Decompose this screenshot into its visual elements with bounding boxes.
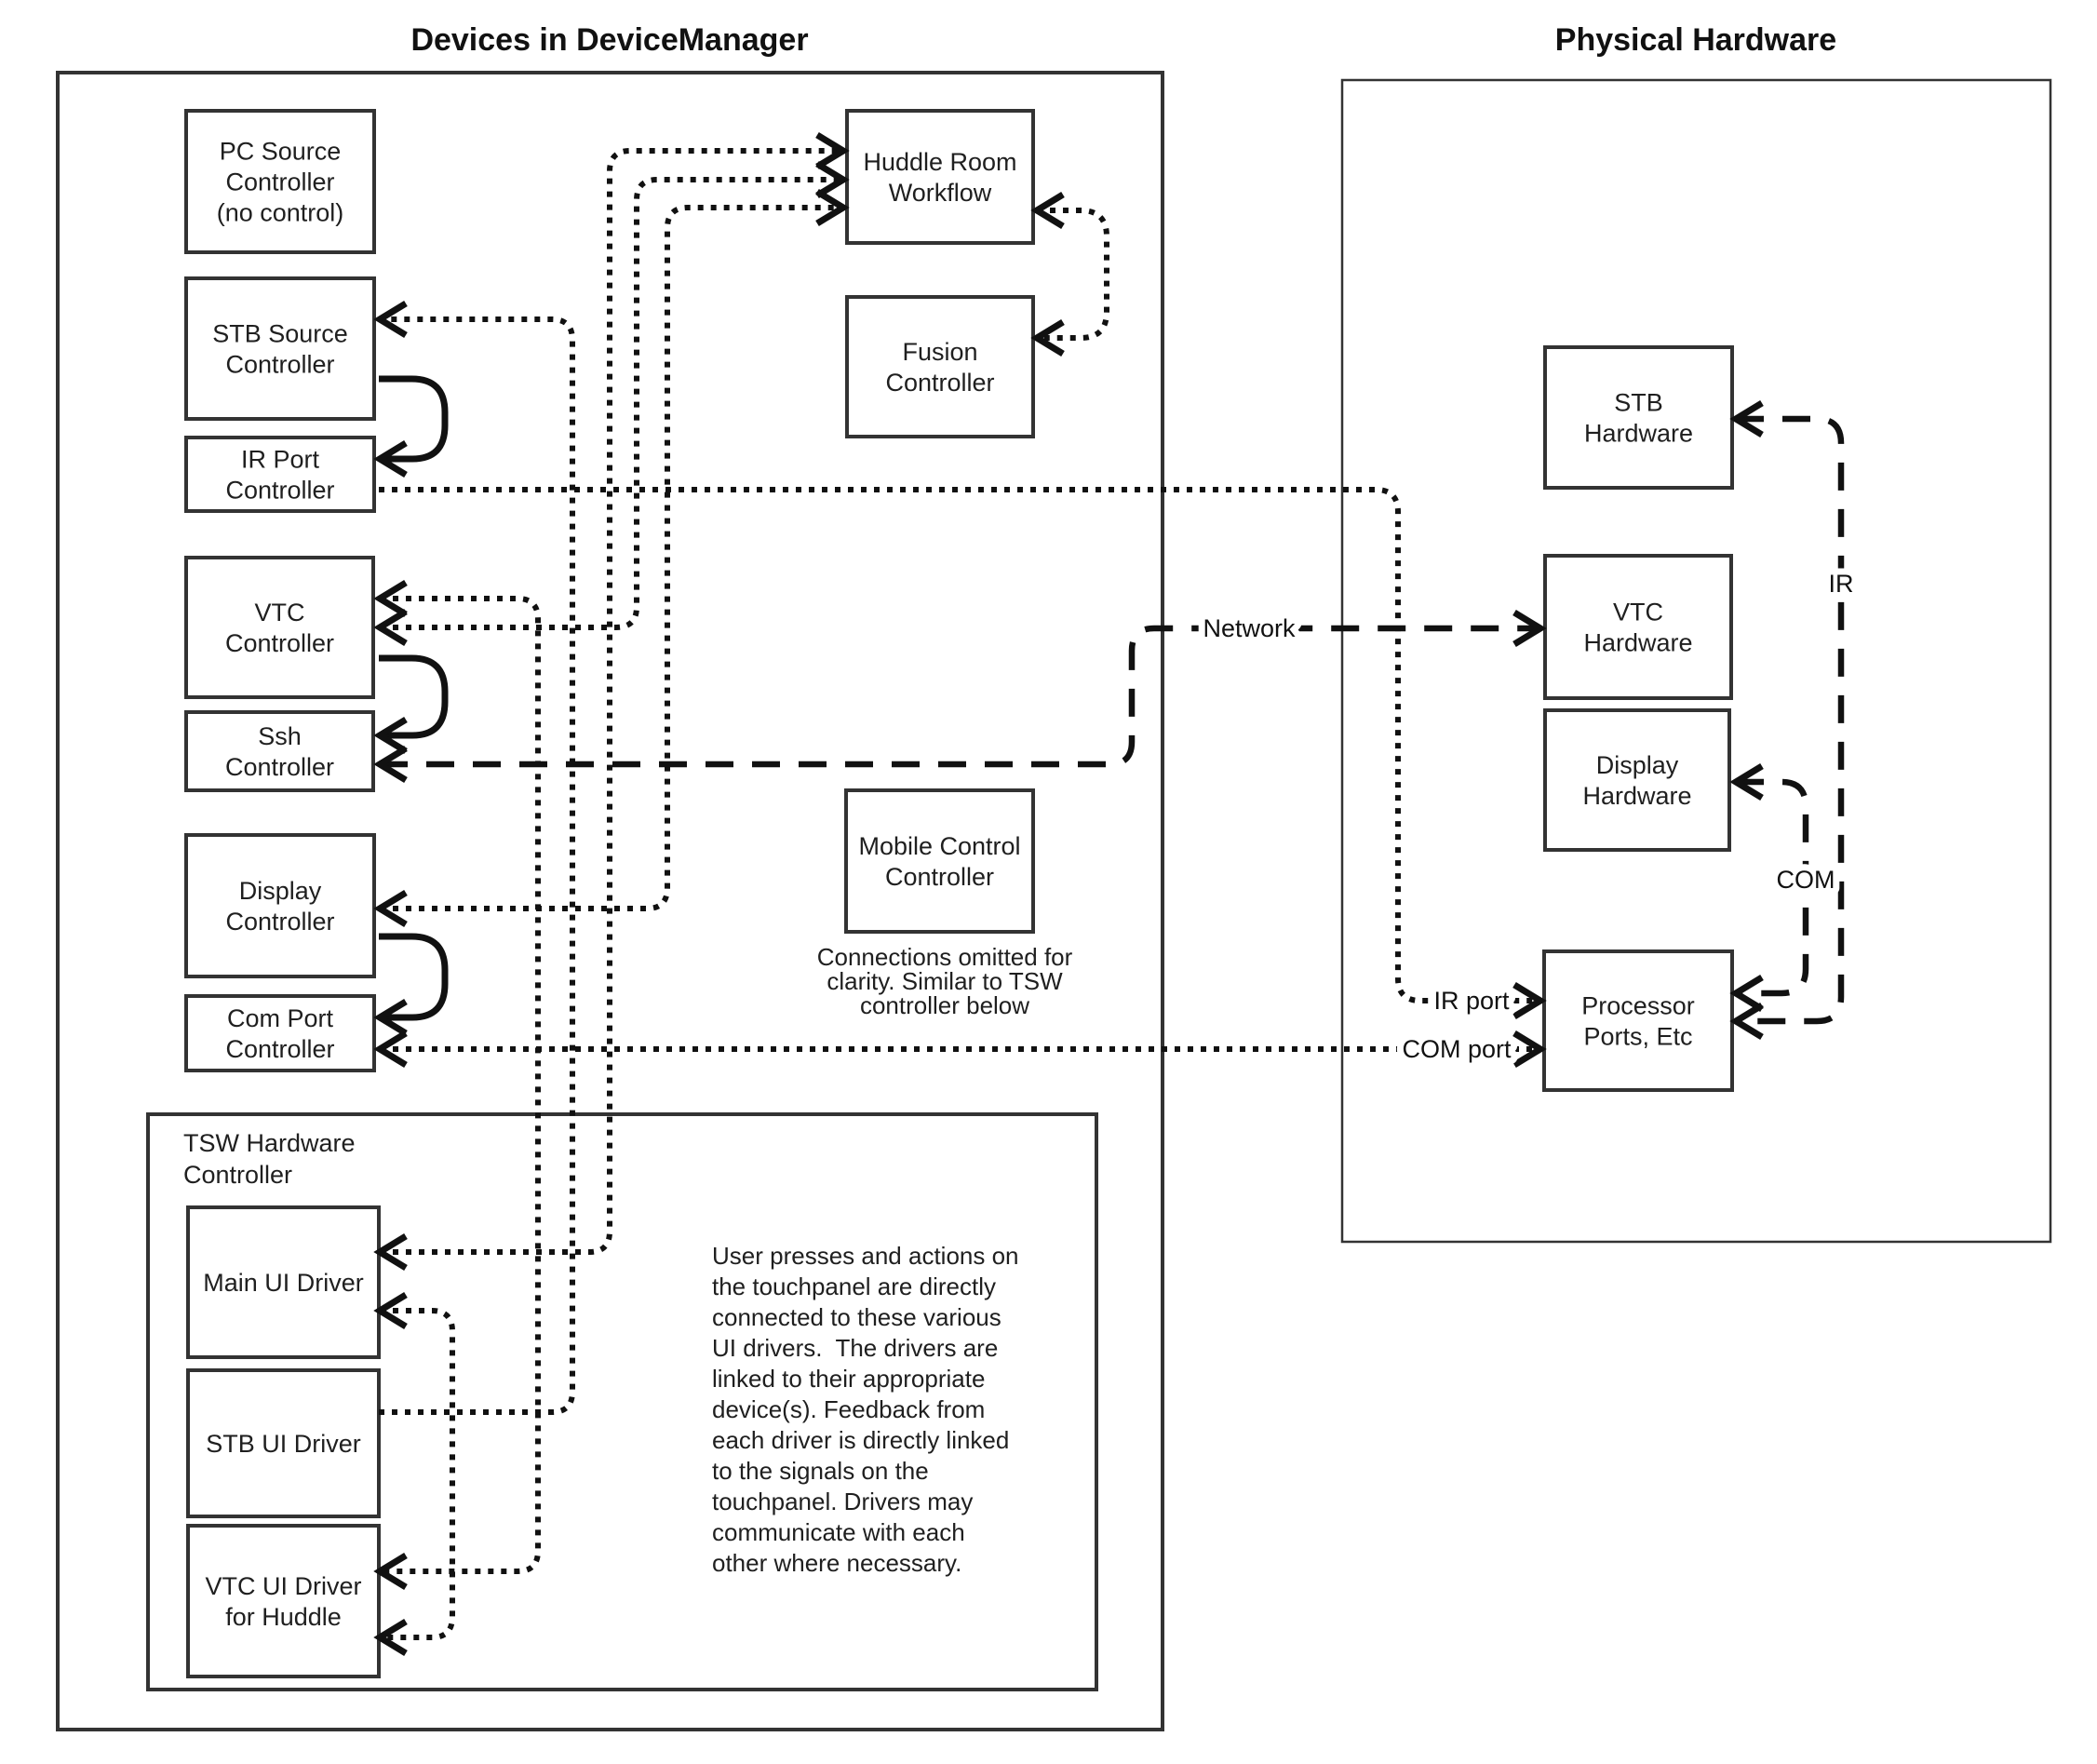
stb-hardware-label: STB Hardware: [1583, 388, 1694, 448]
tsw-paragraph-line: other where necessary.: [712, 1549, 962, 1577]
tsw-paragraph-line: the touchpanel are directly: [712, 1273, 996, 1300]
network-label: Network: [1203, 614, 1296, 642]
com-port-label: COM port: [1402, 1035, 1512, 1063]
tsw-paragraph-line: connected to these various: [712, 1303, 1001, 1331]
edge-stb-ui-stb-source: [379, 319, 572, 1412]
mobile-control-controller: [846, 790, 1033, 932]
pc-source-controller-label: PC Source Controller (no control): [216, 137, 344, 227]
tsw-paragraph-line: to the signals on the: [712, 1457, 929, 1485]
ir-label: IR: [1828, 570, 1854, 598]
tsw-paragraph-line: each driver is directly linked: [712, 1426, 1010, 1454]
vtc-ui-driver-label: VTC UI Driver for Huddle: [205, 1572, 362, 1631]
stb-hardware: [1545, 347, 1732, 488]
mobile-control-controller-label: Mobile Control Controller: [858, 832, 1021, 891]
display-controller: [186, 835, 374, 976]
stb-source-controller: [186, 278, 374, 419]
vtc-hardware-label: VTC Hardware: [1583, 598, 1693, 657]
com-port-controller-label: Com Port Controller: [225, 1004, 335, 1063]
edge-ir: [1736, 419, 1841, 1021]
com-label: COM: [1776, 866, 1835, 894]
huddle-room-workflow: [847, 111, 1033, 243]
display-controller-label: Display Controller: [225, 877, 335, 936]
ssh-controller-label: Ssh Controller: [224, 722, 335, 781]
physical-title: Physical Hardware: [1554, 22, 1837, 58]
edge-vtc-vtc-ui: [380, 599, 538, 1571]
display-hardware-label: Display Hardware: [1582, 751, 1692, 810]
edge-network: [380, 628, 1540, 764]
tsw-hardware-container-label: Controller: [183, 1161, 293, 1189]
tsw-paragraph-line: linked to their appropriate: [712, 1365, 986, 1393]
devices-title: Devices in DeviceManager: [410, 22, 809, 58]
ir-port-controller-label: IR Port Controller: [225, 445, 335, 505]
edge-huddle-fusion: [1037, 210, 1107, 338]
main-ui-driver-label: Main UI Driver: [203, 1269, 364, 1297]
tsw-hardware-container-label: TSW Hardware: [183, 1129, 356, 1157]
ir-port-label: IR port: [1433, 987, 1510, 1015]
fusion-controller-label: Fusion Controller: [885, 338, 995, 397]
stb-ui-driver-label: STB UI Driver: [206, 1430, 361, 1458]
tsw-paragraph-line: User presses and actions on: [712, 1242, 1019, 1270]
processor-ports: [1544, 951, 1732, 1090]
tsw-paragraph-line: device(s). Feedback from: [712, 1395, 986, 1423]
mobile-note-line: clarity. Similar to TSW: [827, 967, 1063, 995]
vtc-controller-label: VTC Controller: [224, 599, 335, 657]
tsw-paragraph-line: touchpanel. Drivers may: [712, 1488, 974, 1515]
tsw-paragraph-line: UI drivers. The drivers are: [712, 1334, 999, 1362]
mobile-note-line: controller below: [859, 991, 1030, 1019]
mobile-note-line: Connections omitted for: [816, 943, 1073, 971]
edge-main-ui-vtc-ui: [380, 1311, 452, 1637]
vtc-controller: [186, 558, 373, 697]
huddle-room-workflow-label: Huddle Room Workflow: [863, 148, 1017, 207]
edge-main-ui-huddle: [380, 151, 843, 1252]
vtc-ui-driver: [188, 1526, 379, 1676]
tsw-paragraph-line: communicate with each: [712, 1518, 965, 1546]
fusion-controller: [847, 297, 1033, 437]
stb-source-controller-label: STB Source Controller: [212, 319, 348, 379]
edge-display-com-port: [379, 936, 445, 1017]
processor-ports-label: Processor Ports, Etc: [1581, 991, 1695, 1051]
edge-vtc-ssh: [379, 658, 445, 735]
vtc-hardware: [1545, 556, 1731, 698]
display-hardware: [1545, 710, 1729, 850]
edge-stb-source-ir-port: [379, 379, 445, 459]
